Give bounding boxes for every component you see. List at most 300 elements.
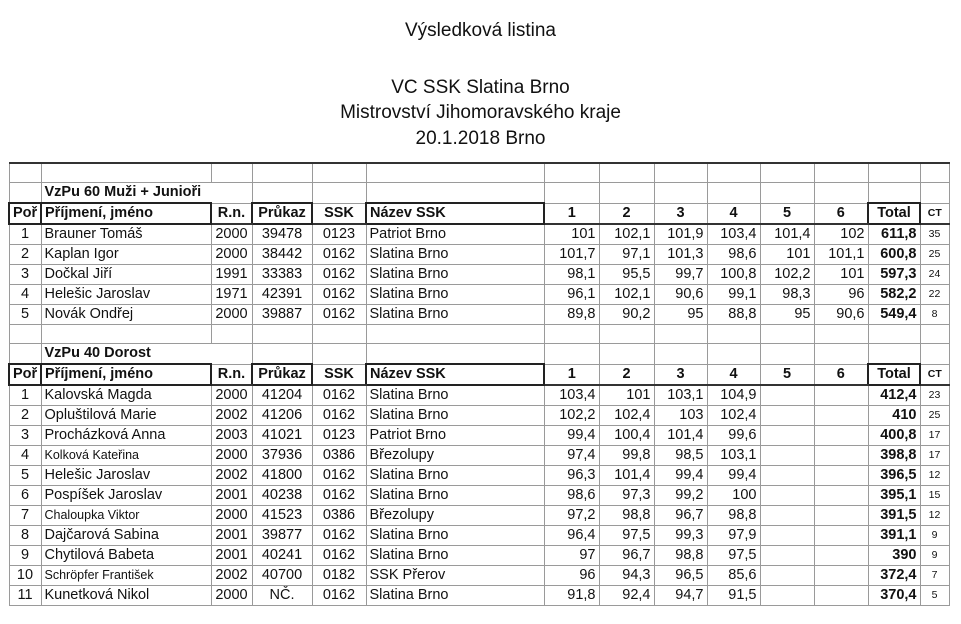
score-cell: [760, 566, 814, 586]
empty-cell: [9, 344, 41, 365]
score-cell: 99,8: [599, 446, 654, 466]
club-cell: Březolupy: [366, 506, 544, 526]
score-cell: 96,4: [544, 526, 599, 546]
score-cell: 97,1: [599, 245, 654, 265]
rank-cell: 11: [9, 586, 41, 606]
empty-cell: [9, 183, 41, 204]
score-cell: 102,1: [599, 224, 654, 245]
score-cell: 100,4: [599, 426, 654, 446]
empty-cell: [211, 325, 252, 344]
ssk-cell: 0386: [312, 446, 366, 466]
empty-cell: [252, 325, 312, 344]
column-header-ssk: SSK: [312, 364, 366, 385]
club-cell: Slatina Brno: [366, 466, 544, 486]
year-cell: 2000: [211, 506, 252, 526]
empty-cell: [544, 325, 599, 344]
rank-cell: 7: [9, 506, 41, 526]
name-cell: Kalovská Magda: [41, 385, 211, 406]
empty-cell: [366, 344, 544, 365]
total-cell: 370,4: [868, 586, 920, 606]
column-header-rank: Poř: [9, 364, 41, 385]
license-cell: 41206: [252, 406, 312, 426]
ssk-cell: 0162: [312, 385, 366, 406]
score-cell: 99,3: [654, 526, 707, 546]
rank-cell: 5: [9, 466, 41, 486]
empty-cell: [252, 183, 312, 204]
table-row: [9, 466, 949, 486]
column-header-row: [9, 364, 949, 385]
year-cell: 2000: [211, 224, 252, 245]
score-cell: 98,8: [654, 546, 707, 566]
empty-cell: [312, 163, 366, 183]
column-header-s5: 5: [760, 364, 814, 385]
empty-cell: [707, 344, 760, 365]
table-row: [9, 305, 949, 325]
column-header-name: Příjmení, jméno: [41, 203, 211, 224]
year-cell: 2000: [211, 385, 252, 406]
score-cell: 104,9: [707, 385, 760, 406]
rank-cell: 4: [9, 446, 41, 466]
rank-cell: 3: [9, 426, 41, 446]
ct-cell: 23: [920, 385, 949, 406]
score-cell: 99,6: [707, 426, 760, 446]
score-cell: 101,4: [599, 466, 654, 486]
score-cell: [814, 586, 868, 606]
empty-cell: [41, 325, 211, 344]
score-cell: 96,1: [544, 285, 599, 305]
empty-cell: [9, 325, 41, 344]
club-cell: Slatina Brno: [366, 245, 544, 265]
table-row: [9, 506, 949, 526]
column-header-total: Total: [868, 203, 920, 224]
empty-cell: [312, 325, 366, 344]
empty-cell: [920, 163, 949, 183]
ssk-cell: 0162: [312, 305, 366, 325]
column-header-year: R.n.: [211, 364, 252, 385]
empty-cell: [814, 163, 868, 183]
club-cell: Slatina Brno: [366, 526, 544, 546]
ct-cell: 5: [920, 586, 949, 606]
rank-cell: 10: [9, 566, 41, 586]
ssk-cell: 0123: [312, 426, 366, 446]
license-cell: 40241: [252, 546, 312, 566]
column-header-s6: 6: [814, 203, 868, 224]
ct-cell: 9: [920, 526, 949, 546]
year-cell: 2003: [211, 426, 252, 446]
results-body: [9, 163, 949, 606]
club-cell: Slatina Brno: [366, 385, 544, 406]
section-title: VzPu 60 Muži + Junioři: [41, 183, 252, 204]
score-cell: [760, 506, 814, 526]
rank-cell: 2: [9, 245, 41, 265]
score-cell: 103,4: [544, 385, 599, 406]
score-cell: 101: [544, 224, 599, 245]
rank-cell: 9: [9, 546, 41, 566]
score-cell: 99,1: [707, 285, 760, 305]
club-cell: Slatina Brno: [366, 546, 544, 566]
score-cell: 101: [599, 385, 654, 406]
score-cell: 97: [544, 546, 599, 566]
club-cell: Březolupy: [366, 446, 544, 466]
name-cell: Procházková Anna: [41, 426, 211, 446]
spacer-row: [9, 163, 949, 183]
empty-cell: [654, 183, 707, 204]
score-cell: 98,6: [544, 486, 599, 506]
total-cell: 372,4: [868, 566, 920, 586]
table-row: [9, 426, 949, 446]
empty-cell: [252, 163, 312, 183]
club-cell: Slatina Brno: [366, 265, 544, 285]
empty-cell: [366, 183, 544, 204]
ct-cell: 9: [920, 546, 949, 566]
empty-cell: [707, 325, 760, 344]
empty-cell: [599, 344, 654, 365]
score-cell: 95,5: [599, 265, 654, 285]
ct-cell: 15: [920, 486, 949, 506]
ssk-cell: 0162: [312, 285, 366, 305]
ct-cell: 24: [920, 265, 949, 285]
license-cell: 39887: [252, 305, 312, 325]
score-cell: 99,7: [654, 265, 707, 285]
score-cell: 98,6: [707, 245, 760, 265]
license-cell: NČ.: [252, 586, 312, 606]
score-cell: 101,9: [654, 224, 707, 245]
score-cell: [760, 586, 814, 606]
column-header-row: [9, 203, 949, 224]
ssk-cell: 0162: [312, 406, 366, 426]
ssk-cell: 0162: [312, 245, 366, 265]
score-cell: 97,3: [599, 486, 654, 506]
column-header-s4: 4: [707, 364, 760, 385]
year-cell: 2001: [211, 486, 252, 506]
document-title: Výsledková listina: [404, 20, 557, 41]
ssk-cell: 0162: [312, 586, 366, 606]
score-cell: 99,4: [654, 466, 707, 486]
score-cell: 100,8: [707, 265, 760, 285]
score-cell: 101,1: [814, 245, 868, 265]
score-cell: [814, 406, 868, 426]
score-cell: [760, 426, 814, 446]
score-cell: 98,1: [544, 265, 599, 285]
score-cell: [814, 506, 868, 526]
total-cell: 549,4: [868, 305, 920, 325]
score-cell: [814, 546, 868, 566]
table-row: [9, 385, 949, 406]
total-cell: 600,8: [868, 245, 920, 265]
year-cell: 2002: [211, 406, 252, 426]
empty-cell: [868, 183, 920, 204]
score-cell: 96,3: [544, 466, 599, 486]
empty-cell: [599, 183, 654, 204]
score-cell: 85,6: [707, 566, 760, 586]
club-cell: Patriot Brno: [366, 224, 544, 245]
score-cell: 97,5: [707, 546, 760, 566]
column-header-ct: CT: [920, 203, 949, 224]
score-cell: [814, 566, 868, 586]
score-cell: 103,1: [654, 385, 707, 406]
name-cell: Opluštilová Marie: [41, 406, 211, 426]
score-cell: 98,5: [654, 446, 707, 466]
club-cell: Slatina Brno: [366, 285, 544, 305]
empty-cell: [544, 183, 599, 204]
name-cell: Helešic Jaroslav: [41, 466, 211, 486]
total-cell: 410: [868, 406, 920, 426]
ssk-cell: 0123: [312, 224, 366, 245]
ct-cell: 25: [920, 406, 949, 426]
empty-cell: [707, 183, 760, 204]
score-cell: 92,4: [599, 586, 654, 606]
rank-cell: 2: [9, 406, 41, 426]
score-cell: [814, 486, 868, 506]
year-cell: 2000: [211, 446, 252, 466]
score-cell: 102,4: [707, 406, 760, 426]
license-cell: 41523: [252, 506, 312, 526]
license-cell: 41204: [252, 385, 312, 406]
score-cell: [760, 546, 814, 566]
empty-cell: [707, 163, 760, 183]
name-cell: Pospíšek Jaroslav: [41, 486, 211, 506]
name-cell: Chytilová Babeta: [41, 546, 211, 566]
rank-cell: 1: [9, 224, 41, 245]
section-title: VzPu 40 Dorost: [41, 344, 252, 365]
total-cell: 597,3: [868, 265, 920, 285]
name-cell: Dočkal Jiří: [41, 265, 211, 285]
column-header-ct: CT: [920, 364, 949, 385]
total-cell: 390: [868, 546, 920, 566]
score-cell: 101,7: [544, 245, 599, 265]
empty-cell: [868, 325, 920, 344]
score-cell: [814, 426, 868, 446]
table-row: [9, 526, 949, 546]
score-cell: 97,9: [707, 526, 760, 546]
score-cell: 101: [760, 245, 814, 265]
club-cell: SSK Přerov: [366, 566, 544, 586]
year-cell: 1971: [211, 285, 252, 305]
column-header-s1: 1: [544, 203, 599, 224]
total-cell: 582,2: [868, 285, 920, 305]
empty-cell: [760, 325, 814, 344]
club-cell: Slatina Brno: [366, 486, 544, 506]
score-cell: 100: [707, 486, 760, 506]
ct-cell: 12: [920, 506, 949, 526]
score-cell: 99,4: [544, 426, 599, 446]
spacer-row: [9, 325, 949, 344]
empty-cell: [868, 163, 920, 183]
empty-cell: [366, 163, 544, 183]
rank-cell: 4: [9, 285, 41, 305]
name-cell: Kunetková Nikol: [41, 586, 211, 606]
column-header-s3: 3: [654, 364, 707, 385]
name-cell: Brauner Tomáš: [41, 224, 211, 245]
score-cell: [814, 526, 868, 546]
club-cell: Patriot Brno: [366, 426, 544, 446]
name-cell: Schröpfer František: [41, 566, 211, 586]
year-cell: 2000: [211, 245, 252, 265]
license-cell: 42391: [252, 285, 312, 305]
empty-cell: [312, 344, 366, 365]
total-cell: 611,8: [868, 224, 920, 245]
rank-cell: 5: [9, 305, 41, 325]
score-cell: 97,2: [544, 506, 599, 526]
results-table: [8, 162, 950, 606]
empty-cell: [9, 163, 41, 183]
license-cell: 37936: [252, 446, 312, 466]
year-cell: 2000: [211, 586, 252, 606]
ssk-cell: 0162: [312, 526, 366, 546]
empty-cell: [814, 183, 868, 204]
total-cell: 400,8: [868, 426, 920, 446]
column-header-s1: 1: [544, 364, 599, 385]
score-cell: 94,7: [654, 586, 707, 606]
ct-cell: 25: [920, 245, 949, 265]
score-cell: [760, 446, 814, 466]
score-cell: 101,3: [654, 245, 707, 265]
rank-cell: 6: [9, 486, 41, 506]
table-row: [9, 486, 949, 506]
empty-cell: [920, 183, 949, 204]
license-cell: 40238: [252, 486, 312, 506]
score-cell: [760, 406, 814, 426]
name-cell: Novák Ondřej: [41, 305, 211, 325]
total-cell: 396,5: [868, 466, 920, 486]
score-cell: 102: [814, 224, 868, 245]
column-header-license: Průkaz: [252, 364, 312, 385]
empty-cell: [760, 163, 814, 183]
score-cell: 102,2: [544, 406, 599, 426]
score-cell: 103,4: [707, 224, 760, 245]
score-cell: 103,1: [707, 446, 760, 466]
score-cell: 102,1: [599, 285, 654, 305]
score-cell: 89,8: [544, 305, 599, 325]
score-cell: [760, 526, 814, 546]
score-cell: 96,7: [654, 506, 707, 526]
total-cell: 412,4: [868, 385, 920, 406]
column-header-license: Průkaz: [252, 203, 312, 224]
ssk-cell: 0386: [312, 506, 366, 526]
table-row: [9, 224, 949, 245]
license-cell: 41800: [252, 466, 312, 486]
ct-cell: 8: [920, 305, 949, 325]
club-cell: Slatina Brno: [366, 586, 544, 606]
score-cell: 98,8: [599, 506, 654, 526]
empty-cell: [868, 344, 920, 365]
column-header-s2: 2: [599, 364, 654, 385]
score-cell: 99,4: [707, 466, 760, 486]
empty-cell: [312, 183, 366, 204]
empty-cell: [599, 163, 654, 183]
score-cell: 101,4: [760, 224, 814, 245]
empty-cell: [760, 344, 814, 365]
empty-cell: [211, 163, 252, 183]
score-cell: 90,6: [654, 285, 707, 305]
score-cell: [760, 385, 814, 406]
empty-cell: [41, 163, 211, 183]
table-row: [9, 265, 949, 285]
license-cell: 39478: [252, 224, 312, 245]
total-cell: 398,8: [868, 446, 920, 466]
total-cell: 391,5: [868, 506, 920, 526]
name-cell: Helešic Jaroslav: [41, 285, 211, 305]
ct-cell: 22: [920, 285, 949, 305]
empty-cell: [760, 183, 814, 204]
empty-cell: [920, 325, 949, 344]
name-cell: Dajčarová Sabina: [41, 526, 211, 546]
total-cell: 391,1: [868, 526, 920, 546]
table-row: [9, 285, 949, 305]
championship-name: Mistrovství Jihomoravského kraje: [340, 102, 621, 123]
column-header-name: Příjmení, jméno: [41, 364, 211, 385]
column-header-rank: Poř: [9, 203, 41, 224]
column-header-year: R.n.: [211, 203, 252, 224]
name-cell: Kolková Kateřina: [41, 446, 211, 466]
score-cell: 94,3: [599, 566, 654, 586]
section-title-row: [9, 344, 949, 365]
empty-cell: [252, 344, 312, 365]
total-cell: 395,1: [868, 486, 920, 506]
rank-cell: 3: [9, 265, 41, 285]
section-title-row: [9, 183, 949, 204]
empty-cell: [366, 325, 544, 344]
score-cell: 101: [814, 265, 868, 285]
score-cell: 91,5: [707, 586, 760, 606]
column-header-s5: 5: [760, 203, 814, 224]
table-row: [9, 546, 949, 566]
license-cell: 40700: [252, 566, 312, 586]
ct-cell: 17: [920, 426, 949, 446]
score-cell: 90,2: [599, 305, 654, 325]
score-cell: 101,4: [654, 426, 707, 446]
column-header-s6: 6: [814, 364, 868, 385]
score-cell: 102,2: [760, 265, 814, 285]
club-cell: Slatina Brno: [366, 406, 544, 426]
score-cell: 96: [814, 285, 868, 305]
year-cell: 2000: [211, 305, 252, 325]
score-cell: [814, 385, 868, 406]
score-cell: [814, 446, 868, 466]
column-header-club: Název SSK: [366, 364, 544, 385]
name-cell: Chaloupka Viktor: [41, 506, 211, 526]
empty-cell: [654, 344, 707, 365]
ct-cell: 17: [920, 446, 949, 466]
table-row: [9, 406, 949, 426]
score-cell: 95: [654, 305, 707, 325]
ct-cell: 12: [920, 466, 949, 486]
license-cell: 38442: [252, 245, 312, 265]
empty-cell: [814, 325, 868, 344]
table-row: [9, 446, 949, 466]
year-cell: 2001: [211, 546, 252, 566]
score-cell: [760, 466, 814, 486]
column-header-club: Název SSK: [366, 203, 544, 224]
ssk-cell: 0162: [312, 466, 366, 486]
rank-cell: 1: [9, 385, 41, 406]
ssk-cell: 0162: [312, 486, 366, 506]
year-cell: 2002: [211, 566, 252, 586]
license-cell: 41021: [252, 426, 312, 446]
score-cell: 97,5: [599, 526, 654, 546]
ssk-cell: 0182: [312, 566, 366, 586]
score-cell: [760, 486, 814, 506]
score-cell: 96,5: [654, 566, 707, 586]
score-cell: 98,3: [760, 285, 814, 305]
score-cell: 98,8: [707, 506, 760, 526]
ct-cell: 35: [920, 224, 949, 245]
club-cell: Slatina Brno: [366, 305, 544, 325]
empty-cell: [654, 325, 707, 344]
score-cell: 97,4: [544, 446, 599, 466]
column-header-s3: 3: [654, 203, 707, 224]
score-cell: 102,4: [599, 406, 654, 426]
